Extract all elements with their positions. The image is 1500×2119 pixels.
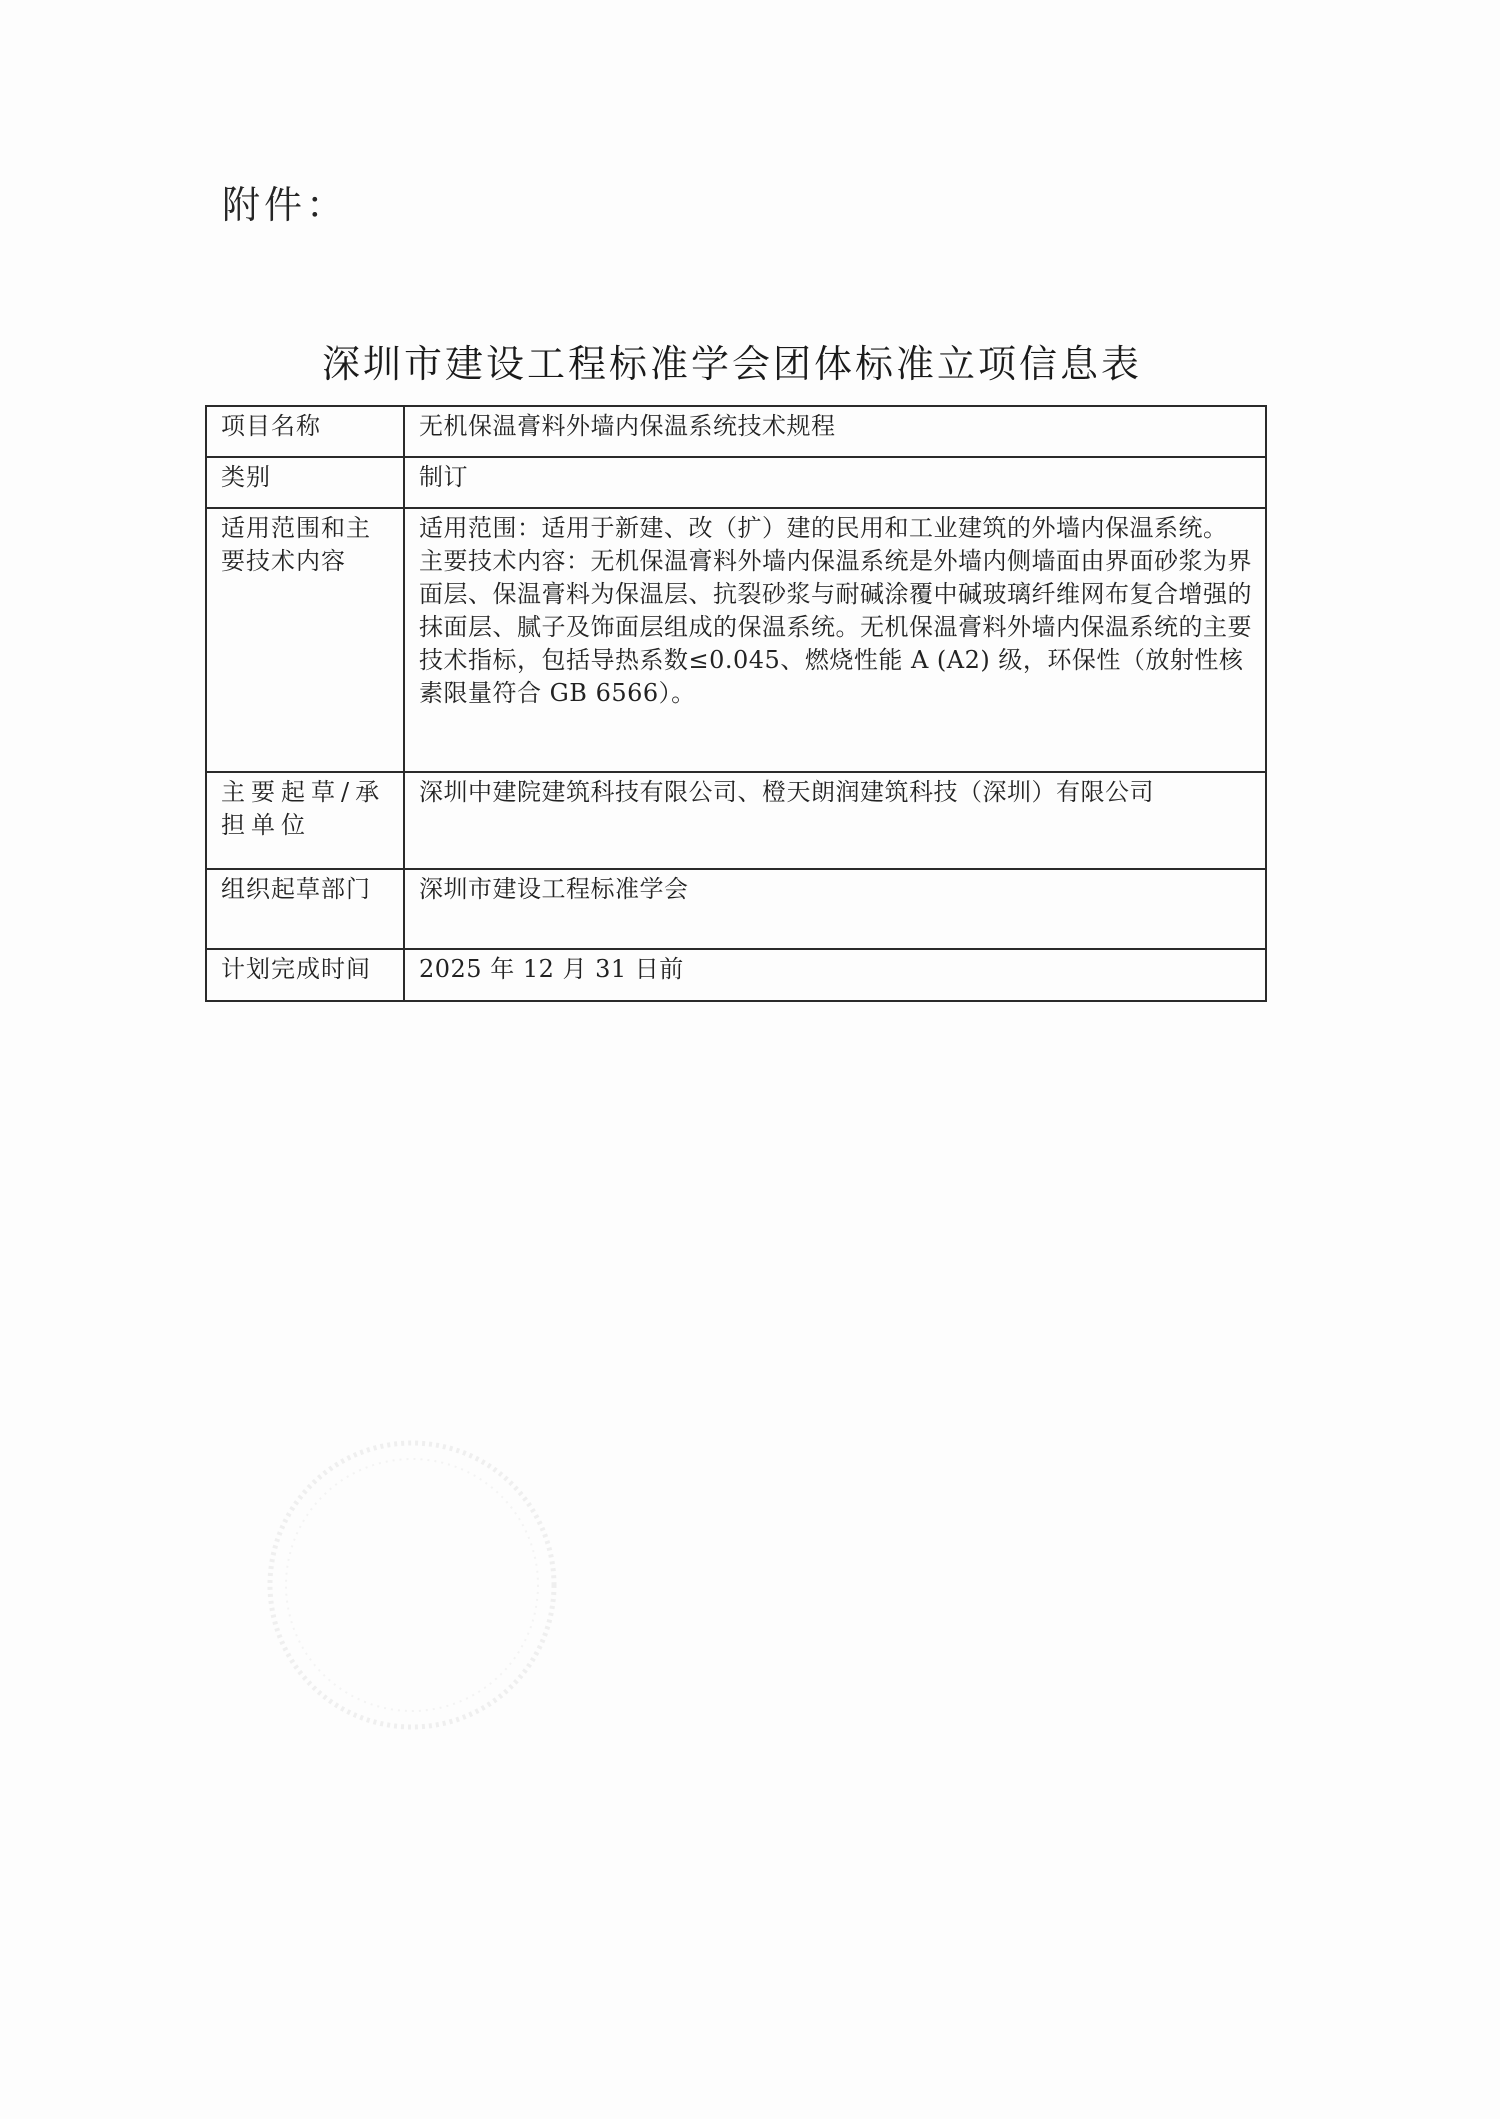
technical-content-text: 主要技术内容：无机保温膏料外墙内保温系统是外墙内侧墙面由界面砂浆为界面层、保温膏料为保温层、抗裂砂浆与耐碱涂覆中碱玻璃纤维网布复合增强的抹面层、腻子及饰面层组成的保温系统。无机保温膏料外墙内保温系统的主要技术指标，包括导热系数≤0.045、燃烧性能 A (A2) 级，环保性（放射性核素限量符合 GB 6566）。 xyxy=(419,547,1252,707)
drafting-unit-label: 主要起草/承担单位 xyxy=(206,772,404,869)
faint-seal-mark xyxy=(262,1435,562,1735)
project-info-table xyxy=(205,405,1267,1002)
planned-completion-value: 2025 年 12 月 31 日前 xyxy=(404,949,1266,1001)
scope-and-content-label: 适用范围和主要技术内容 xyxy=(206,508,404,772)
organizing-department-value: 深圳市建设工程标准学会 xyxy=(404,869,1266,949)
drafting-unit-value: 深圳中建院建筑科技有限公司、橙天朗润建筑科技（深圳）有限公司 xyxy=(404,772,1266,869)
scope-and-content-value xyxy=(404,508,1266,772)
planned-completion-label: 计划完成时间 xyxy=(206,949,404,1001)
table-row xyxy=(206,406,1266,457)
category-value: 制订 xyxy=(404,457,1266,508)
table-row xyxy=(206,457,1266,508)
organizing-department-label: 组织起草部门 xyxy=(206,869,404,949)
attachment-label: 附件： xyxy=(222,183,349,227)
table-row xyxy=(206,772,1266,869)
table-row xyxy=(206,949,1266,1001)
scope-text: 适用范围：适用于新建、改（扩）建的民用和工业建筑的外墙内保温系统。 xyxy=(419,514,1228,542)
table-row xyxy=(206,869,1266,949)
project-name-value: 无机保温膏料外墙内保温系统技术规程 xyxy=(404,406,1266,457)
document-title: 深圳市建设工程标准学会团体标准立项信息表 xyxy=(321,342,1142,386)
category-label: 类别 xyxy=(206,457,404,508)
table-row xyxy=(206,508,1266,772)
project-name-label: 项目名称 xyxy=(206,406,404,457)
